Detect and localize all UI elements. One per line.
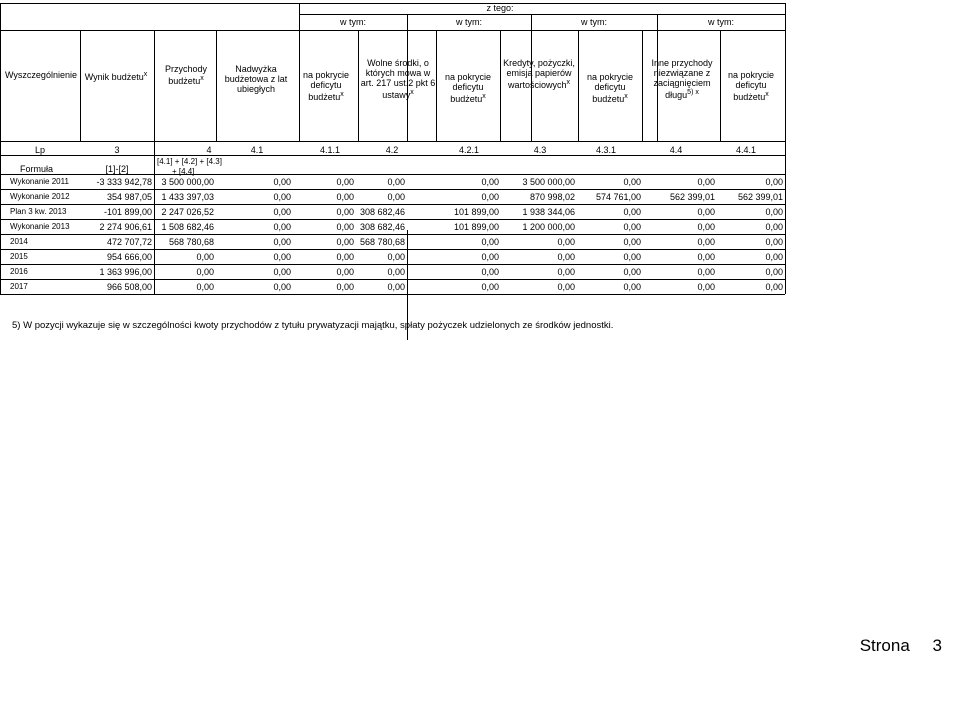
formula-col4-line1: [4.1] + [4.2] + [4.3] <box>157 157 222 166</box>
table-cell: 2 247 026,52 <box>161 207 214 217</box>
w-tym-label-4: w tym: <box>708 17 734 27</box>
table-cell: 0,00 <box>623 267 641 277</box>
col-divider <box>154 30 155 294</box>
table-cell: 308 682,46 <box>359 207 405 217</box>
table-cell: 0,00 <box>765 222 783 232</box>
row-label: Wykonanie 2011 <box>10 177 69 186</box>
table-cell: -3 333 942,78 <box>96 177 152 187</box>
table-cell: 0,00 <box>336 192 354 202</box>
table-cell: 0,00 <box>481 282 499 292</box>
table-cell: 0,00 <box>273 192 291 202</box>
row-divider <box>0 249 785 250</box>
table-cell: 0,00 <box>336 222 354 232</box>
w-tym-label-3: w tym: <box>581 17 607 27</box>
table-cell: 3 500 000,00 <box>161 177 214 187</box>
table-cell: 0,00 <box>481 177 499 187</box>
table-cell: 0,00 <box>623 207 641 217</box>
formula-col4-line2: + [4.4] <box>172 167 195 176</box>
col-header-wolne-srodki: Wolne środki, o których mowa w art. 217 ust.2 pkt 6 ustawy$^x$ <box>360 58 436 100</box>
col-divider <box>216 30 217 141</box>
table-cell: 562 399,01 <box>737 192 783 202</box>
lp-value: 4.4 <box>669 145 683 155</box>
table-cell: 0,00 <box>196 282 214 292</box>
row-divider <box>0 234 785 235</box>
table-cell: 0,00 <box>623 282 641 292</box>
table-cell: 0,00 <box>196 267 214 277</box>
col-header-na-pokrycie-2: na pokrycie deficytu budżetu$^x$ <box>444 72 492 104</box>
table-cell: 0,00 <box>481 252 499 262</box>
col-header-kredyty: Kredyty, pożyczki, emisja papierów wartościowych$^x$ <box>503 58 575 90</box>
row-divider <box>0 279 785 280</box>
page-number: 3 <box>932 636 942 655</box>
w-tym-label-1: w tym: <box>340 17 366 27</box>
col-divider <box>642 30 643 141</box>
w-tym-label-2: w tym: <box>456 17 482 27</box>
table-cell: 0,00 <box>387 282 405 292</box>
table-cell: 1 938 344,06 <box>522 207 575 217</box>
col-header-wyszczegolnienie: Wyszczególnienie <box>5 70 77 80</box>
table-cell: 0,00 <box>336 252 354 262</box>
table-cell: 0,00 <box>336 237 354 247</box>
table-cell: 0,00 <box>481 267 499 277</box>
col-divider <box>358 30 359 141</box>
table-cell: 0,00 <box>623 222 641 232</box>
row-divider <box>0 174 785 175</box>
table-cell: 0,00 <box>623 177 641 187</box>
table-cell: 0,00 <box>273 222 291 232</box>
row-divider <box>0 189 785 190</box>
row-divider <box>0 219 785 220</box>
col-header-na-pokrycie-4: na pokrycie deficytu budżetu$^x$ <box>727 70 775 102</box>
col-header-przychody-budzetu: Przychody budżetu$^x$ <box>164 64 208 86</box>
table-cell: 0,00 <box>273 282 291 292</box>
table-cell: 1 200 000,00 <box>522 222 575 232</box>
table-cell: 0,00 <box>557 237 575 247</box>
lp-value: 4.3.1 <box>595 145 617 155</box>
table-cell: 568 780,68 <box>168 237 214 247</box>
table-cell: 0,00 <box>697 222 715 232</box>
col-header-wynik-budzetu: Wynik budżetu$^x$ <box>84 71 148 82</box>
col-divider <box>657 14 658 141</box>
table-top-border <box>0 3 785 4</box>
page-label: Strona <box>859 636 910 655</box>
table-cell: 3 500 000,00 <box>522 177 575 187</box>
table-cell: 966 508,00 <box>106 282 152 292</box>
lp-value: 4.1 <box>250 145 264 155</box>
table-cell: 1 508 682,46 <box>161 222 214 232</box>
page-indicator <box>860 636 942 656</box>
table-cell: 0,00 <box>765 177 783 187</box>
col-divider <box>436 30 437 141</box>
table-cell: 0,00 <box>387 177 405 187</box>
col-divider <box>531 14 532 141</box>
header-bottom-border <box>0 141 785 142</box>
row-label: Wykonanie 2013 <box>10 222 70 231</box>
w-tym-divider <box>0 30 785 31</box>
col-divider <box>720 30 721 141</box>
col-divider <box>80 30 81 141</box>
table-cell: 568 780,68 <box>359 237 405 247</box>
table-cell: 0,00 <box>273 267 291 277</box>
col-divider <box>299 3 300 141</box>
table-cell: 0,00 <box>623 252 641 262</box>
table-cell: 0,00 <box>557 267 575 277</box>
table-cell: 0,00 <box>196 252 214 262</box>
z-tego-divider <box>299 14 785 15</box>
table-cell: 0,00 <box>697 252 715 262</box>
table-cell: 0,00 <box>273 252 291 262</box>
table-cell: 1 363 996,00 <box>99 267 152 277</box>
col-divider <box>500 30 501 141</box>
table-cell: 0,00 <box>336 282 354 292</box>
table-cell: 308 682,46 <box>359 222 405 232</box>
row-label: 2017 <box>10 282 28 291</box>
lp-value: 3 <box>114 145 120 155</box>
table-cell: 0,00 <box>697 267 715 277</box>
table-cell: 1 433 397,03 <box>161 192 214 202</box>
table-right-border <box>785 3 786 294</box>
table-cell: 0,00 <box>387 192 405 202</box>
row-label: 2015 <box>10 252 28 261</box>
lp-row-divider <box>0 155 785 156</box>
table-cell: 2 274 906,61 <box>99 222 152 232</box>
table-cell: 0,00 <box>387 267 405 277</box>
table-cell: 0,00 <box>273 207 291 217</box>
formula-label: Formuła <box>20 164 54 174</box>
table-cell: 0,00 <box>557 282 575 292</box>
z-tego-label: z tego: <box>486 3 514 13</box>
table-bottom-border <box>0 294 785 295</box>
lp-value: 4.2.1 <box>458 145 480 155</box>
row-divider <box>0 264 785 265</box>
footnote: 5) W pozycji wykazuje się w szczególności kwoty przychodów z tytułu prywatyzacji majątku, spłaty pożyczek udzielonych ze środków jednostki. <box>12 320 614 331</box>
row-label: Plan 3 kw. 2013 <box>10 207 67 216</box>
table-cell: 0,00 <box>481 192 499 202</box>
formula-col3: [1]-[2] <box>105 164 129 174</box>
table-cell: 0,00 <box>765 237 783 247</box>
table-cell: 562 399,01 <box>669 192 715 202</box>
table-cell: 0,00 <box>765 207 783 217</box>
table-cell: 0,00 <box>765 267 783 277</box>
lp-value: 4.4.1 <box>735 145 757 155</box>
row-label: 2016 <box>10 267 28 276</box>
table-cell: 0,00 <box>765 282 783 292</box>
row-label: 2014 <box>10 237 28 246</box>
table-cell: 0,00 <box>273 177 291 187</box>
table-cell: 0,00 <box>697 177 715 187</box>
table-cell: -101 899,00 <box>103 207 152 217</box>
col-divider <box>578 30 579 141</box>
table-cell: 0,00 <box>623 237 641 247</box>
table-cell: 0,00 <box>765 252 783 262</box>
col-divider <box>407 14 408 141</box>
col-header-nadwyzka: Nadwyżka budżetowa z lat ubiegłych <box>224 64 288 94</box>
lp-value: 4 <box>206 145 212 155</box>
table-cell: 0,00 <box>481 237 499 247</box>
lp-value: 4.3 <box>533 145 547 155</box>
col-header-na-pokrycie-1: na pokrycie deficytu budżetu$^x$ <box>302 70 350 102</box>
table-cell: 0,00 <box>697 237 715 247</box>
table-cell: 870 998,02 <box>529 192 575 202</box>
table-cell: 954 666,00 <box>106 252 152 262</box>
table-cell: 101 899,00 <box>453 222 499 232</box>
table-cell: 0,00 <box>697 207 715 217</box>
table-cell: 0,00 <box>387 252 405 262</box>
table-cell: 0,00 <box>557 252 575 262</box>
table-cell: 101 899,00 <box>453 207 499 217</box>
table-cell: 574 761,00 <box>595 192 641 202</box>
table-cell: 0,00 <box>697 282 715 292</box>
lp-label: Lp <box>34 145 45 155</box>
row-divider <box>0 204 785 205</box>
row-label: Wykonanie 2012 <box>10 192 70 201</box>
lp-value: 4.2 <box>385 145 399 155</box>
table-cell: 0,00 <box>336 267 354 277</box>
lp-value: 4.1.1 <box>319 145 341 155</box>
table-cell: 0,00 <box>336 207 354 217</box>
table-cell: 472 707,72 <box>106 237 152 247</box>
table-cell: 0,00 <box>336 177 354 187</box>
table-cell: 354 987,05 <box>106 192 152 202</box>
col-header-inne-przychody: Inne przychody niezwiązane z zaciągnięciem długu$^{5) x}$ <box>651 58 713 100</box>
col-header-na-pokrycie-3: na pokrycie deficytu budżetu$^x$ <box>586 72 634 104</box>
table-cell: 0,00 <box>273 237 291 247</box>
table-left-border <box>0 3 1 294</box>
